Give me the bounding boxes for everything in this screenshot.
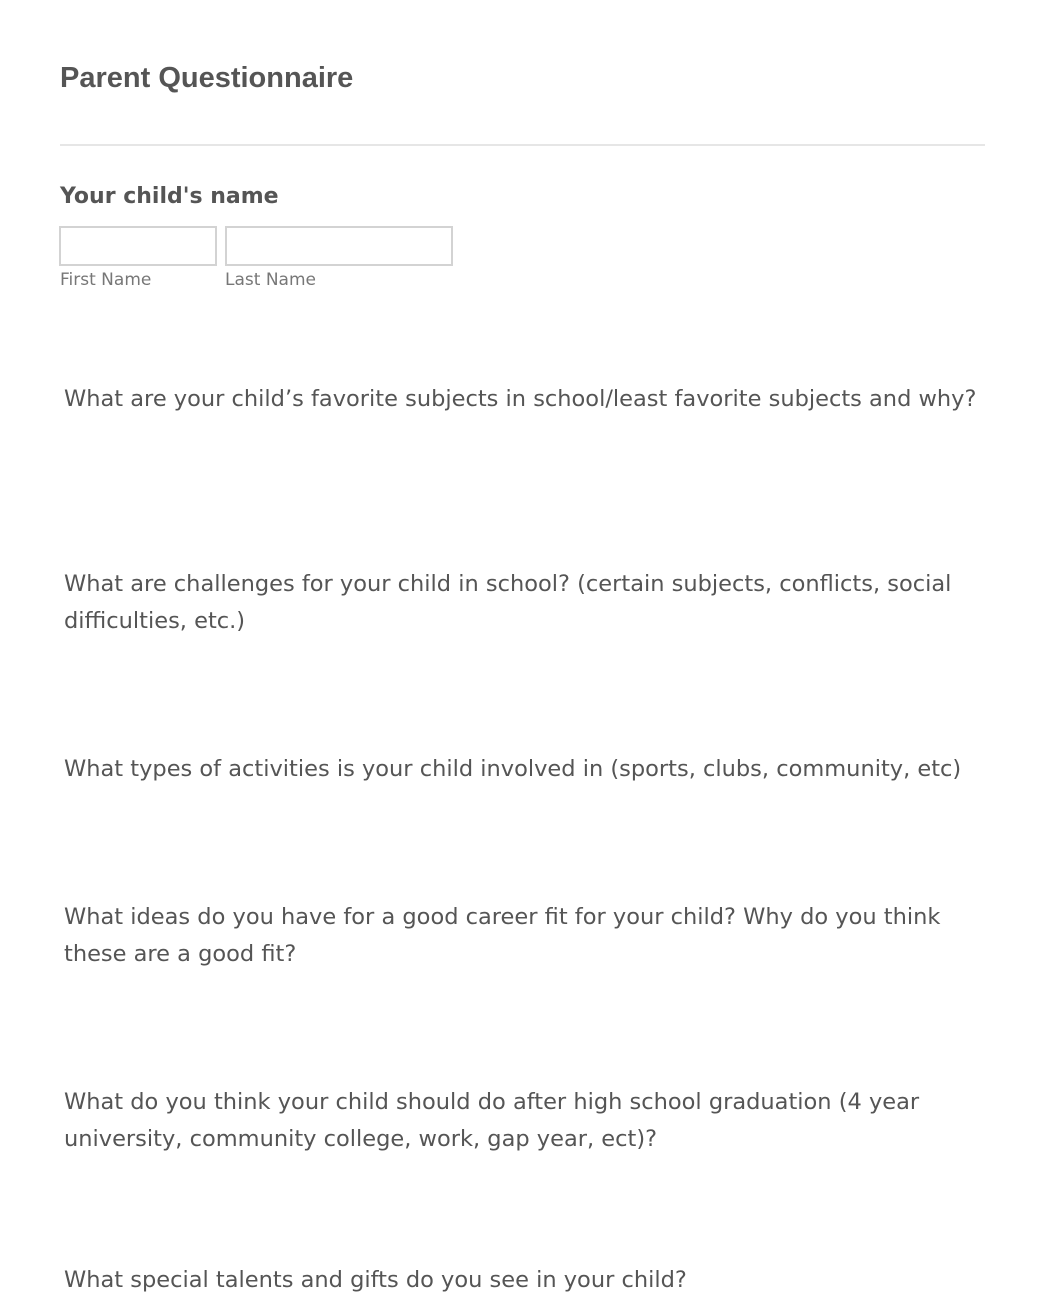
question-favorite-subjects: What are your child’s favorite subjects in school/least favorite subjects and why? [64, 386, 977, 412]
first-name-input[interactable] [59, 226, 217, 266]
last-name-input[interactable] [225, 226, 453, 266]
question-school-challenges: What are challenges for your child in school? (certain subjects, conflicts, social difficulties, etc.) [64, 571, 952, 634]
question-career-fit: What ideas do you have for a good career fit for your child? Why do you think these are a good fit? [64, 904, 941, 967]
question-after-graduation: What do you think your child should do after high school graduation (4 year university, community college, work, gap year, ect)? [64, 1089, 920, 1152]
child-name-label: Your child's name [60, 184, 279, 209]
header-divider [60, 144, 985, 146]
last-name-sublabel: Last Name [225, 270, 316, 290]
question-activities: What types of activities is your child involved in (sports, clubs, community, etc) [64, 756, 962, 782]
question-special-talents: What special talents and gifts do you see in your child? [64, 1267, 687, 1293]
form-title: Parent Questionnaire [60, 62, 354, 94]
first-name-sublabel: First Name [60, 270, 152, 290]
